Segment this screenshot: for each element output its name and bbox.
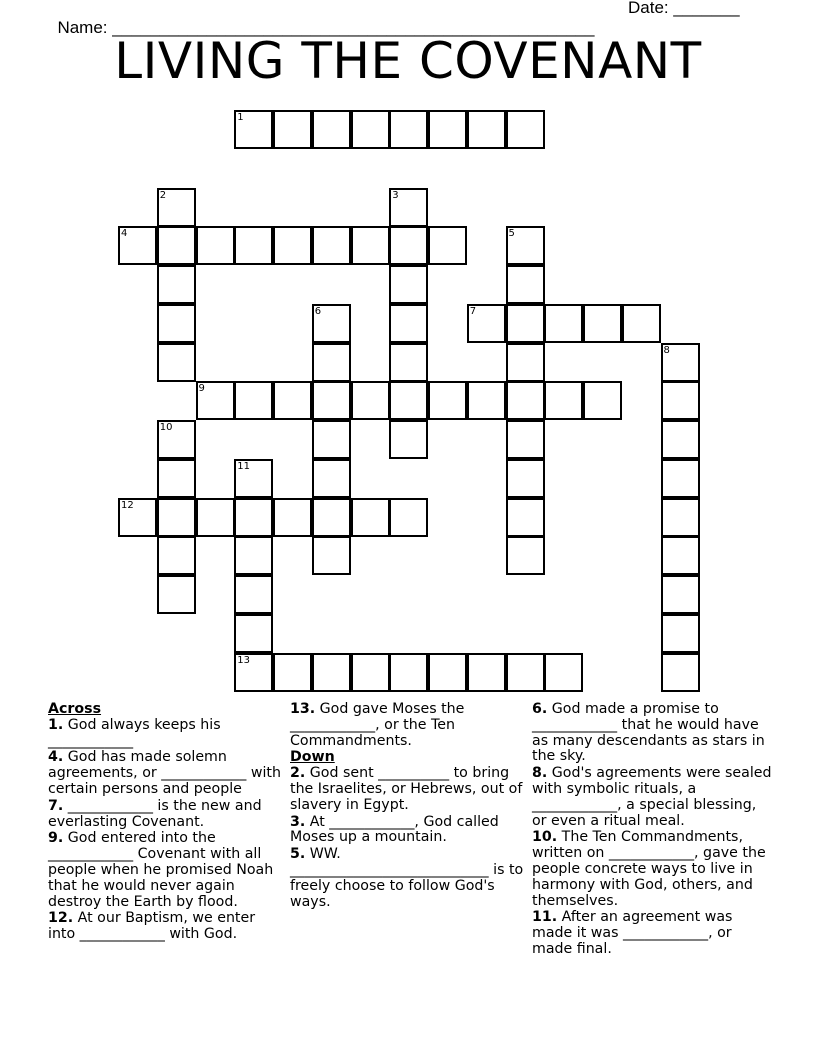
clue-across-7: 7. ____________ is the new and everlasting Covenant. bbox=[48, 797, 262, 830]
grid-cell[interactable] bbox=[389, 381, 428, 420]
grid-cell[interactable] bbox=[312, 420, 351, 459]
clue-down-10: 10. The Ten Commandments, written on ____________, gave the people concrete ways to live in harmony with God, others, and themselves. bbox=[532, 829, 766, 909]
grid-cell[interactable] bbox=[506, 265, 545, 304]
grid-cell[interactable] bbox=[157, 265, 196, 304]
grid-cell[interactable] bbox=[273, 226, 312, 265]
clue-number: 1 bbox=[237, 112, 244, 123]
grid-cell[interactable] bbox=[234, 575, 273, 614]
grid-cell[interactable] bbox=[312, 226, 351, 265]
grid-cell[interactable] bbox=[661, 420, 700, 459]
clue-across-4: 4. God has made solemn agreements, or ____________ with certain persons and people bbox=[48, 749, 281, 797]
clue-number: 6 bbox=[314, 305, 322, 317]
grid-cell[interactable] bbox=[234, 653, 273, 692]
grid-cell[interactable] bbox=[351, 498, 390, 537]
clue-number: 5 bbox=[508, 228, 515, 240]
clue-number: 2 bbox=[159, 189, 167, 201]
grid-cell[interactable] bbox=[157, 498, 196, 537]
grid-cell[interactable] bbox=[196, 226, 235, 265]
grid-cell[interactable] bbox=[389, 110, 428, 149]
grid-cell[interactable] bbox=[661, 498, 700, 537]
grid-cell[interactable] bbox=[273, 653, 312, 692]
grid-cell[interactable] bbox=[196, 498, 235, 537]
grid-cell[interactable] bbox=[312, 653, 351, 692]
clue-down-6: 6. God made a promise to ____________ that he would have as many descendants as stars in the sky. bbox=[532, 701, 765, 765]
grid-cell[interactable] bbox=[661, 614, 700, 653]
grid-cell[interactable] bbox=[544, 304, 583, 343]
grid-cell[interactable] bbox=[389, 265, 428, 304]
grid-cell[interactable] bbox=[157, 188, 196, 227]
grid-cell[interactable] bbox=[118, 498, 157, 537]
grid-cell[interactable] bbox=[351, 381, 390, 420]
grid-cell[interactable] bbox=[312, 110, 351, 149]
clue-number: 7 bbox=[469, 305, 477, 317]
across-heading: Across bbox=[48, 701, 102, 717]
page-title: LIVING THE COVENANT bbox=[114, 32, 702, 90]
grid-cell[interactable] bbox=[544, 381, 583, 420]
grid-cell[interactable] bbox=[157, 343, 196, 382]
grid-cell[interactable] bbox=[157, 226, 196, 265]
clue-across-1: 1. God always keeps his ____________ bbox=[48, 716, 221, 749]
grid-cell[interactable] bbox=[312, 536, 351, 575]
grid-cell[interactable] bbox=[234, 226, 273, 265]
name-field[interactable]: Name: ___________________________________________________ bbox=[57, 18, 595, 37]
grid-cell[interactable] bbox=[389, 420, 428, 459]
grid-cell[interactable] bbox=[351, 653, 390, 692]
grid-cell[interactable] bbox=[506, 226, 545, 265]
grid-cell[interactable] bbox=[312, 343, 351, 382]
clue-across-9: 9. God entered into the ____________ Covenant with all people when he promised Noah that he would never again destroy the Earth by flood. bbox=[48, 830, 274, 910]
grid-cell[interactable] bbox=[428, 653, 467, 692]
grid-cell[interactable] bbox=[157, 420, 196, 459]
grid-cell[interactable] bbox=[506, 653, 545, 692]
grid-cell[interactable] bbox=[312, 498, 351, 537]
grid-cell[interactable] bbox=[583, 381, 622, 420]
grid-cell[interactable] bbox=[351, 226, 390, 265]
date-field[interactable]: Date: _______ bbox=[628, 0, 740, 17]
grid-cell[interactable] bbox=[389, 653, 428, 692]
grid-cell[interactable] bbox=[312, 459, 351, 498]
grid-cell[interactable] bbox=[467, 110, 506, 149]
grid-cell[interactable] bbox=[583, 304, 622, 343]
grid-cell[interactable] bbox=[234, 110, 273, 149]
grid-cell[interactable] bbox=[389, 304, 428, 343]
grid-cell[interactable] bbox=[506, 498, 545, 537]
grid-cell[interactable] bbox=[661, 381, 700, 420]
grid-cell[interactable] bbox=[157, 536, 196, 575]
grid-cell[interactable] bbox=[234, 614, 273, 653]
clue-down-11: 11. After an agreement was made it was ____________, or made final. bbox=[532, 909, 733, 957]
grid-cell[interactable] bbox=[428, 381, 467, 420]
grid-cell[interactable] bbox=[506, 381, 545, 420]
grid-cell[interactable] bbox=[467, 653, 506, 692]
grid-cell[interactable] bbox=[234, 536, 273, 575]
clue-across-13: 13. God gave Moses the ____________, or the Ten Commandments. bbox=[290, 701, 465, 749]
grid-cell[interactable] bbox=[389, 226, 428, 265]
grid-cell[interactable] bbox=[544, 653, 583, 692]
grid-cell[interactable] bbox=[506, 536, 545, 575]
grid-cell[interactable] bbox=[273, 381, 312, 420]
grid-cell[interactable] bbox=[506, 304, 545, 343]
grid-cell[interactable] bbox=[661, 575, 700, 614]
grid-cell[interactable] bbox=[428, 110, 467, 149]
clue-number: 13 bbox=[237, 654, 250, 666]
clue-across-12: 12. At our Baptism, we enter into ____________ with God. bbox=[48, 910, 256, 943]
grid-cell[interactable] bbox=[506, 420, 545, 459]
clue-number: 3 bbox=[392, 189, 399, 201]
grid-cell[interactable] bbox=[661, 343, 700, 382]
grid-cell[interactable] bbox=[312, 381, 351, 420]
grid-cell[interactable] bbox=[273, 498, 312, 537]
grid-cell[interactable] bbox=[118, 226, 157, 265]
clue-number: 8 bbox=[663, 344, 670, 356]
grid-cell[interactable] bbox=[661, 653, 700, 692]
down-heading: Down bbox=[290, 749, 335, 766]
grid-cell[interactable] bbox=[389, 498, 428, 537]
clues-column-1 bbox=[48, 702, 284, 944]
clue-number: 11 bbox=[237, 460, 250, 472]
grid-cell[interactable] bbox=[506, 343, 545, 382]
clue-down-3: 3. At ____________, God called Moses up a mountain. bbox=[290, 813, 499, 846]
grid-cell[interactable] bbox=[157, 459, 196, 498]
grid-cell[interactable] bbox=[467, 304, 506, 343]
clues-column-2 bbox=[290, 702, 530, 911]
grid-cell[interactable] bbox=[622, 304, 661, 343]
clue-number: 4 bbox=[121, 228, 128, 240]
clue-number: 12 bbox=[121, 499, 134, 511]
grid-cell[interactable] bbox=[273, 110, 312, 149]
grid-cell[interactable] bbox=[196, 381, 235, 420]
grid-cell[interactable] bbox=[467, 381, 506, 420]
grid-cell[interactable] bbox=[234, 381, 273, 420]
grid-cell[interactable] bbox=[506, 459, 545, 498]
grid-cell[interactable] bbox=[157, 575, 196, 614]
grid-cell[interactable] bbox=[506, 110, 545, 149]
clue-number: 10 bbox=[159, 422, 173, 433]
clue-down-2: 2. God sent __________ to bring the Israelites, or Hebrews, out of slavery in Egypt. bbox=[290, 765, 523, 813]
grid-cell[interactable] bbox=[389, 343, 428, 382]
grid-cell[interactable] bbox=[312, 304, 351, 343]
grid-cell[interactable] bbox=[389, 188, 428, 227]
grid-cell[interactable] bbox=[661, 459, 700, 498]
clues-column-3 bbox=[532, 702, 772, 959]
clue-down-5: 5. WW. ____________________________ is to freely choose to follow God's ways. bbox=[290, 846, 524, 910]
clue-number: 9 bbox=[198, 383, 205, 395]
grid-cell[interactable] bbox=[234, 498, 273, 537]
grid-cell[interactable] bbox=[661, 536, 700, 575]
grid-cell[interactable] bbox=[351, 110, 390, 149]
grid-cell[interactable] bbox=[234, 459, 273, 498]
clue-down-8: 8. God's agreements were sealed with symbolic rituals, a ____________, a special blessing, or even a ritual meal. bbox=[532, 765, 772, 829]
grid-cell[interactable] bbox=[157, 304, 196, 343]
grid-cell[interactable] bbox=[428, 226, 467, 265]
